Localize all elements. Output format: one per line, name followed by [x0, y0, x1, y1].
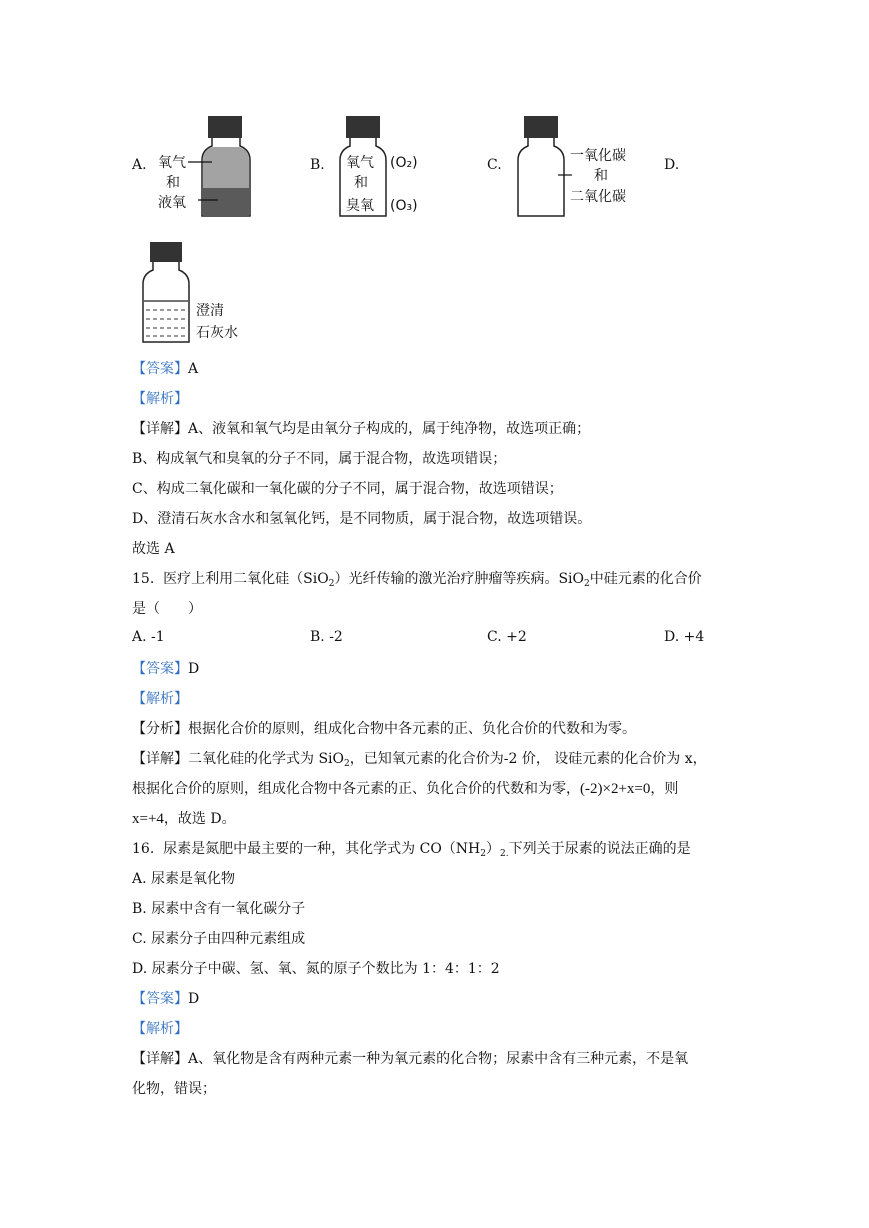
- q16-analysis-line: [132, 1019, 188, 1039]
- detail-text: 根据化合价的原则，组成化合物中各元素的正、负化合价的代数和为零，: [132, 781, 580, 797]
- q16-stem-line: [132, 839, 691, 864]
- bottle-a-label-3: 液氧: [158, 195, 186, 211]
- bottle-b-stopper: [346, 116, 380, 138]
- subscript: 2: [328, 579, 335, 589]
- q15-option-c: C. +2: [487, 629, 527, 645]
- option-c-letter: C.: [487, 157, 502, 173]
- analysis-tag: 【解析】: [132, 391, 188, 407]
- detail-text: ，已知氧元素的化合价为-2 价， 设硅元素的化合价为 x，: [349, 751, 707, 767]
- bottle-d-label-1: 澄清: [196, 303, 224, 319]
- answer-value: A: [188, 361, 199, 377]
- answer-tag: 【答案】: [132, 361, 188, 377]
- bottle-c-label-2: 和: [594, 168, 608, 184]
- q16-stem-text: 尿素是氮肥中最主要的一种，其化学式为 CO（NH: [163, 841, 481, 857]
- detail-text: 二氧化硅的化学式为 SiO: [188, 751, 344, 767]
- detail-tag: 【详解】: [132, 421, 188, 437]
- q15-stem-text: 医疗上利用二氧化硅（SiO: [163, 571, 329, 587]
- bottle-d-stopper: [150, 242, 182, 262]
- fenxi-tag: 【分析】: [132, 721, 188, 737]
- bottle-b-figure: [334, 112, 444, 222]
- bottle-a-label-2: 和: [166, 175, 180, 191]
- q15-option-d: D. +4: [664, 629, 705, 645]
- q14-analysis-line: [132, 389, 188, 409]
- bottle-a-stopper: [208, 116, 242, 138]
- bottle-c-stopper: [524, 116, 558, 138]
- q16-answer-line: [132, 989, 199, 1009]
- bottle-b-formula-1: (O₂): [390, 155, 418, 171]
- q15-option-b: B. -2: [310, 629, 343, 645]
- q16-detail-line-1: [132, 1049, 688, 1069]
- q16-number: 16.: [132, 841, 155, 857]
- detail-tag: 【详解】: [132, 751, 188, 767]
- q16-stem-text: 下列关于尿素的说法正确的是: [508, 841, 691, 857]
- q16-option-a: A. 尿素是氧化物: [132, 871, 236, 887]
- q15-stem-line-1: [132, 569, 702, 594]
- subscript: 2: [584, 579, 590, 589]
- q15-answer-line: [132, 659, 199, 679]
- detail-text: ，故选 D。: [163, 811, 236, 827]
- option-a-letter: A.: [132, 157, 147, 173]
- q14-detail-line-c: C、构成二氧化碳和一氧化碳的分子不同，属于混合物，故选项错误；: [132, 481, 563, 497]
- bottle-c-label-3: 二氧化碳: [570, 189, 626, 205]
- q14-conclusion: 故选 A: [132, 541, 175, 557]
- fenxi-text: 根据化合价的原则，组成化合物中各元素的正、负化合价的代数和为零。: [188, 721, 636, 737]
- subscript: 2: [480, 849, 487, 859]
- q16-option-d: D. 尿素分子中碳、氢、氧、氮的原子个数比为 1：4：1：2: [132, 961, 500, 977]
- q15-stem-text: 中硅元素的化合价: [589, 571, 702, 587]
- answer-tag: 【答案】: [132, 991, 188, 1007]
- bottle-a-figure: [150, 112, 280, 222]
- q15-analysis-line: [132, 689, 188, 709]
- equation: x=+4: [132, 811, 164, 827]
- bottle-b-label-1: 氧气: [346, 155, 374, 171]
- q14-detail-line-d: D、澄清石灰水含水和氢氧化钙，是不同物质，属于混合物，故选项错误。: [132, 511, 592, 527]
- subscript: 2.: [500, 849, 509, 859]
- answer-value: D: [188, 991, 200, 1007]
- bottle-b-label-3: 臭氧: [346, 198, 374, 214]
- bottle-c-figure: [510, 112, 650, 222]
- q15-fenxi-line: [132, 719, 636, 739]
- bottle-d-label-2: 石灰水: [196, 325, 238, 341]
- detail-text: A、液氧和氧气均是由氧分子构成的，属于纯净物，故选项正确；: [188, 421, 591, 437]
- q15-option-a: A. -1: [132, 629, 165, 645]
- bottle-a-label-1: 氧气: [158, 155, 186, 171]
- q15-detail-line-2: [132, 779, 678, 799]
- answer-tag: 【答案】: [132, 661, 188, 677]
- option-b-letter: B.: [310, 157, 325, 173]
- option-d-letter: D.: [664, 157, 680, 173]
- q16-option-c: C. 尿素分子由四种元素组成: [132, 931, 306, 947]
- q14-detail-line-b: B、构成氧气和臭氧的分子不同，属于混合物，故选项错误；: [132, 451, 507, 467]
- bottle-b-label-2: 和: [354, 175, 368, 191]
- q15-stem-text: ）光纤传输的激光治疗肿瘤等疾病。SiO: [334, 571, 584, 587]
- q15-stem-line-2: 是（ ）: [132, 601, 202, 617]
- oxygen-gas-region: [203, 147, 249, 188]
- bottle-c-label-1: 一氧化碳: [570, 148, 626, 164]
- analysis-tag: 【解析】: [132, 691, 188, 707]
- subscript: 2: [344, 759, 350, 769]
- q15-detail-line-1: [132, 749, 707, 774]
- q16-detail-line-2: 化物，错误；: [132, 1081, 216, 1097]
- detail-tag: 【详解】: [132, 1051, 188, 1067]
- equation: (-2)×2+x=0: [580, 781, 651, 797]
- answer-value: D: [188, 661, 200, 677]
- q15-number: 15.: [132, 571, 155, 587]
- q16-stem-text: ）: [486, 841, 501, 857]
- bottle-b-formula-2: (O₃): [390, 198, 418, 214]
- detail-text: ，则: [650, 781, 679, 797]
- q15-detail-line-3: [132, 809, 236, 829]
- q16-option-b: B. 尿素中含有一氧化碳分子: [132, 901, 306, 917]
- q14-detail-line-a: [132, 419, 590, 439]
- detail-text: A、氧化物是含有两种元素一种为氧元素的化合物；尿素中含有三种元素，不是氧: [188, 1051, 689, 1067]
- analysis-tag: 【解析】: [132, 1021, 188, 1037]
- liquid-oxygen-region: [203, 188, 249, 215]
- q14-answer-line: [132, 359, 198, 379]
- bottle-d-figure: [138, 238, 258, 348]
